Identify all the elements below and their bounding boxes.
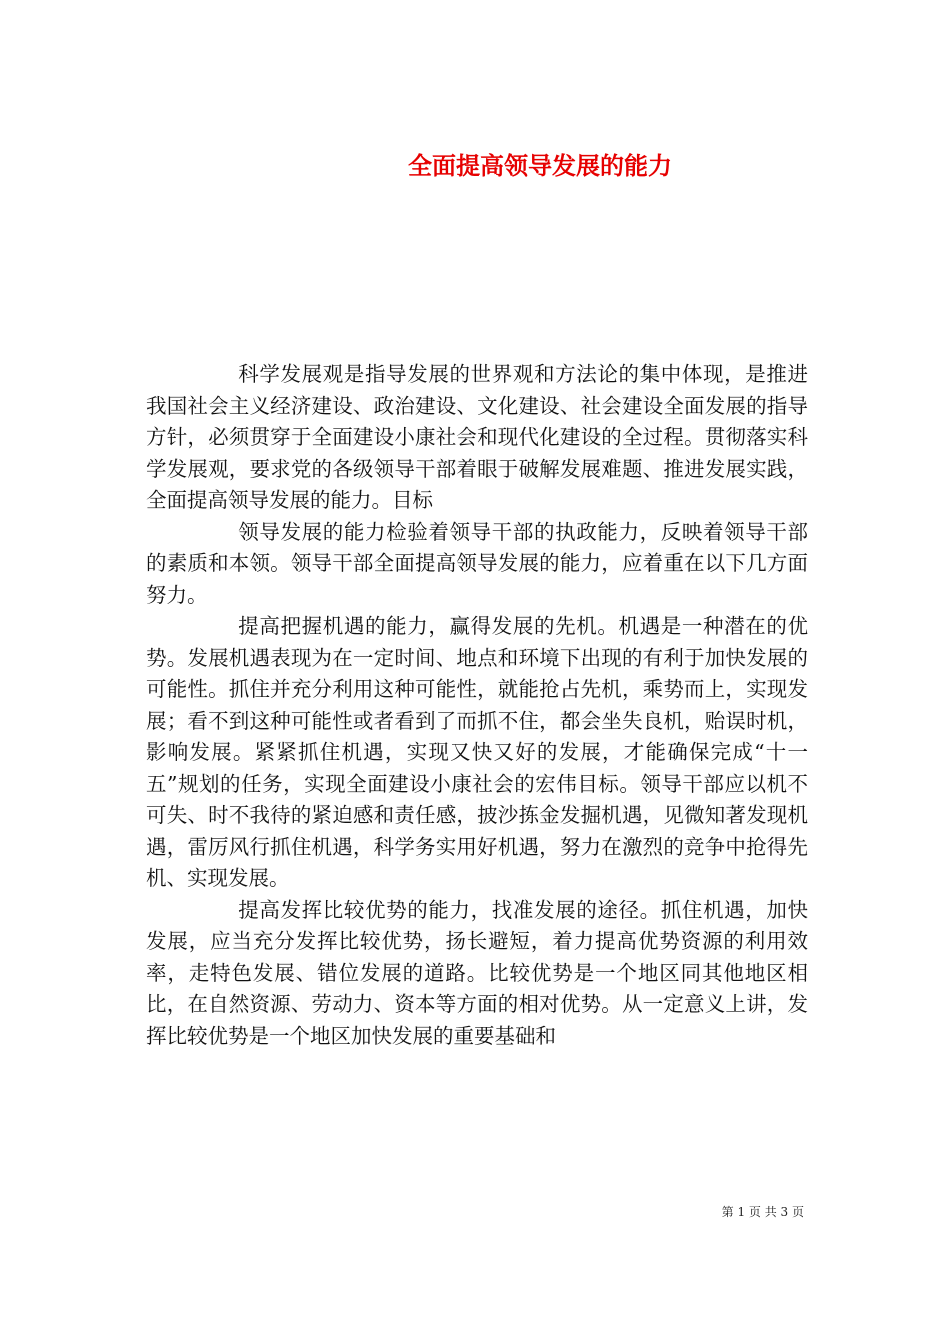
paragraph: 提高把握机遇的能力，赢得发展的先机。机遇是一种潜在的优势。发展机遇表现为在一定时间、地点和环境下出现的有利于加快发展的可能性。抓住并充分利用这种可能性，就能抢占先机，乘势而上，实现发展；看不到这种可能性或者看到了而抓不住，都会坐失良机，贻误时机，影响发展。紧紧抓住机遇，实现又快又好的发展，才能确保完成“十一五”规划的任务，实现全面建设小康社会的宏伟目标。领导干部应以机不可失、时不我待的紧迫感和责任感，披沙拣金发掘机遇，见微知著发现机遇，雷厉风行抓住机遇，科学务实用好机遇，努力在激烈的竞争中抢得先机、实现发展。 xyxy=(146,614,808,890)
document-title: 全面提高领导发展的能力 xyxy=(408,151,672,181)
document-body xyxy=(146,359,808,1052)
paragraph: 科学发展观是指导发展的世界观和方法论的集中体现，是推进我国社会主义经济建设、政治建设、文化建设、社会建设全面发展的指导方针，必须贯穿于全面建设小康社会和现代化建设的全过程。贯彻落实科学发展观，要求党的各级领导干部着眼于破解发展难题、推进发展实践，全面提高领导发展的能力。目标 xyxy=(146,362,808,512)
paragraph: 领导发展的能力检验着领导干部的执政能力，反映着领导干部的素质和本领。领导干部全面提高领导发展的能力，应着重在以下几方面努力。 xyxy=(146,519,808,607)
paragraph: 提高发挥比较优势的能力，找准发展的途径。抓住机遇，加快发展，应当充分发挥比较优势，扬长避短，着力提高优势资源的利用效率，走特色发展、错位发展的道路。比较优势是一个地区同其他地区相比，在自然资源、劳动力、资本等方面的相对优势。从一定意义上讲，发挥比较优势是一个地区加快发展的重要基础和 xyxy=(146,897,808,1048)
page-footer: 第 1 页 共 3 页 xyxy=(721,1205,804,1219)
